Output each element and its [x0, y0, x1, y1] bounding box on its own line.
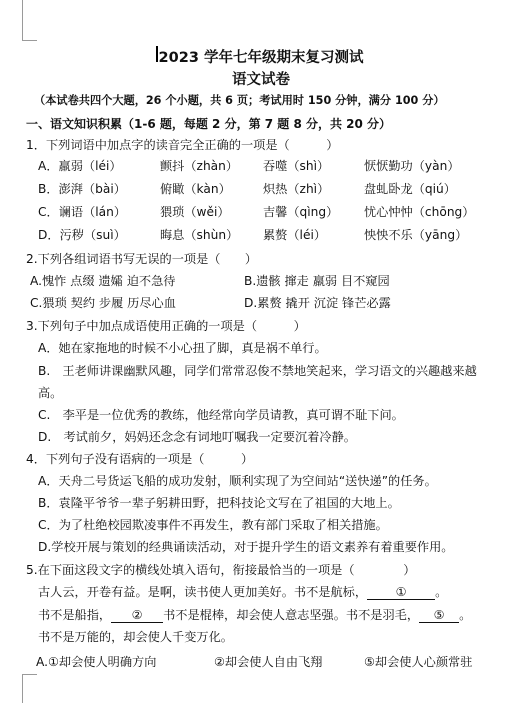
q1-d-4: 怏怏不乐（yāng）: [364, 228, 468, 242]
q4-option-b: B．袁隆平爷爷一辈子躬耕田野，把科技论文写在了祖国的大地上。: [38, 496, 400, 510]
q4-option-c: C．为了杜绝校园欺凌事件不再发生，教有部门采取了相关措施。: [38, 518, 388, 532]
q4-stem: 4．下列句子没有语病的一项是（ ）: [26, 452, 254, 466]
q5-blank-2: ②: [111, 608, 163, 623]
q1-b-2: 俯瞰（kàn）: [160, 182, 231, 196]
crop-mark-bottom: [22, 674, 37, 703]
q5-period: 。: [435, 585, 448, 599]
q2-option-d: D.累赘 撬开 沉淀 锋芒必露: [244, 296, 391, 310]
page-title: 2023 学年七年级期末复习测试: [158, 50, 364, 66]
q1-c-1: C．谰语（lán）: [38, 205, 127, 219]
q5-option-a-3: ⑤却会使人心颜常驻: [364, 655, 473, 669]
q1-a-3: 吞噬（shì）: [263, 159, 330, 173]
page-subtitle: 语文试卷: [232, 72, 290, 88]
q3-option-d: D. 考试前夕，妈妈还念念有词地叮嘱我一定要沉着冷静。: [38, 430, 356, 444]
q5-passage-line1: [38, 583, 447, 600]
q2-stem: 2.下列各组词语书写无误的一项是（ ）: [26, 252, 258, 266]
q5-period: 。: [459, 608, 472, 622]
q5-passage-line2: [38, 606, 471, 623]
q3-option-a: A．她在家拖地的时候不小心扭了脚，真是祸不单行。: [38, 341, 327, 355]
exam-note: （本试卷共四个大题，26 个小题，共 6 页；考试用时 150 分钟，满分 100 分）: [34, 94, 445, 107]
q4-option-a: A．天舟二号货运飞船的成功发射，顺利实现了为空间站“送快递”的任务。: [38, 474, 437, 488]
q5-blank-3: ⑤: [419, 608, 459, 623]
q2-option-a: A.愧怍 点缀 遗孀 迫不急待: [30, 274, 176, 288]
q4-option-d: D.学校开展与策划的经典诵读活动，对于提升学生的语文素养有着重要作用。: [38, 540, 454, 554]
q5-blank-1: ①: [367, 585, 435, 600]
q1-a-1: A．羸弱（léi）: [38, 159, 122, 173]
section-heading: 一、语文知识积累（1-6 题，每题 2 分，第 7 题 8 分，共 20 分）: [26, 117, 392, 131]
q1-b-1: B．澎湃（bài）: [38, 182, 126, 196]
q1-c-3: 吉馨（qìng）: [263, 205, 339, 219]
q5-option-a-2: ②却会使人自由飞翔: [214, 655, 323, 669]
q2-option-b: B.遗骸 撺走 羸弱 目不窥园: [244, 274, 390, 288]
q5-passage-line3: 书不是万能的，却会使人千变万化。: [38, 630, 233, 644]
q5-passage-text: 书不是棍棒，却会使人意志坚强。书不是羽毛，: [163, 608, 420, 622]
q5-passage-text: 书不是船指，: [38, 608, 112, 622]
q1-d-3: 累赘（léi）: [263, 228, 327, 242]
q2-option-c: C.猥琐 契约 步履 历尽心血: [30, 296, 176, 310]
q5-passage-text: 古人云，开卷有益。是啊，读书使人更加美好。书不是航标，: [38, 585, 368, 599]
q5-stem: 5.在下面这段文字的横线处填入语句，衔接最恰当的一项是（ ）: [26, 563, 416, 577]
q1-a-2: 颤抖（zhàn）: [160, 159, 239, 173]
q3-option-b-cont: 高。: [38, 386, 63, 400]
q1-c-2: 猥琐（wěi）: [160, 205, 230, 219]
q1-b-4: 盘虬卧龙（qiú）: [364, 182, 456, 196]
q1-c-4: 忧心忡忡（chōng）: [364, 205, 475, 219]
q1-a-4: 恹恹勤功（yàn）: [364, 159, 460, 173]
q3-option-b: B. 王老师讲课幽默风趣，同学们常常忍俊不禁地笑起来，学习语文的兴趣越来越: [38, 364, 477, 378]
q1-d-1: D．污秽（suì）: [38, 228, 126, 242]
crop-mark-top: [22, 0, 37, 41]
q1-d-2: 晦息（shùn）: [160, 228, 239, 242]
q3-option-c: C. 李平是一位优秀的教练，他经常向学员请教，真可谓不耻下问。: [38, 408, 404, 422]
q1-b-3: 炽热（zhì）: [263, 182, 330, 196]
q1-stem: 1．下列词语中加点字的读音完全正确的一项是（ ）: [26, 138, 339, 152]
q3-stem: 3.下列句子中加点成语使用正确的一项是（ ）: [26, 319, 306, 333]
q5-option-a-1: A.①却会使人明确方向: [36, 655, 157, 669]
